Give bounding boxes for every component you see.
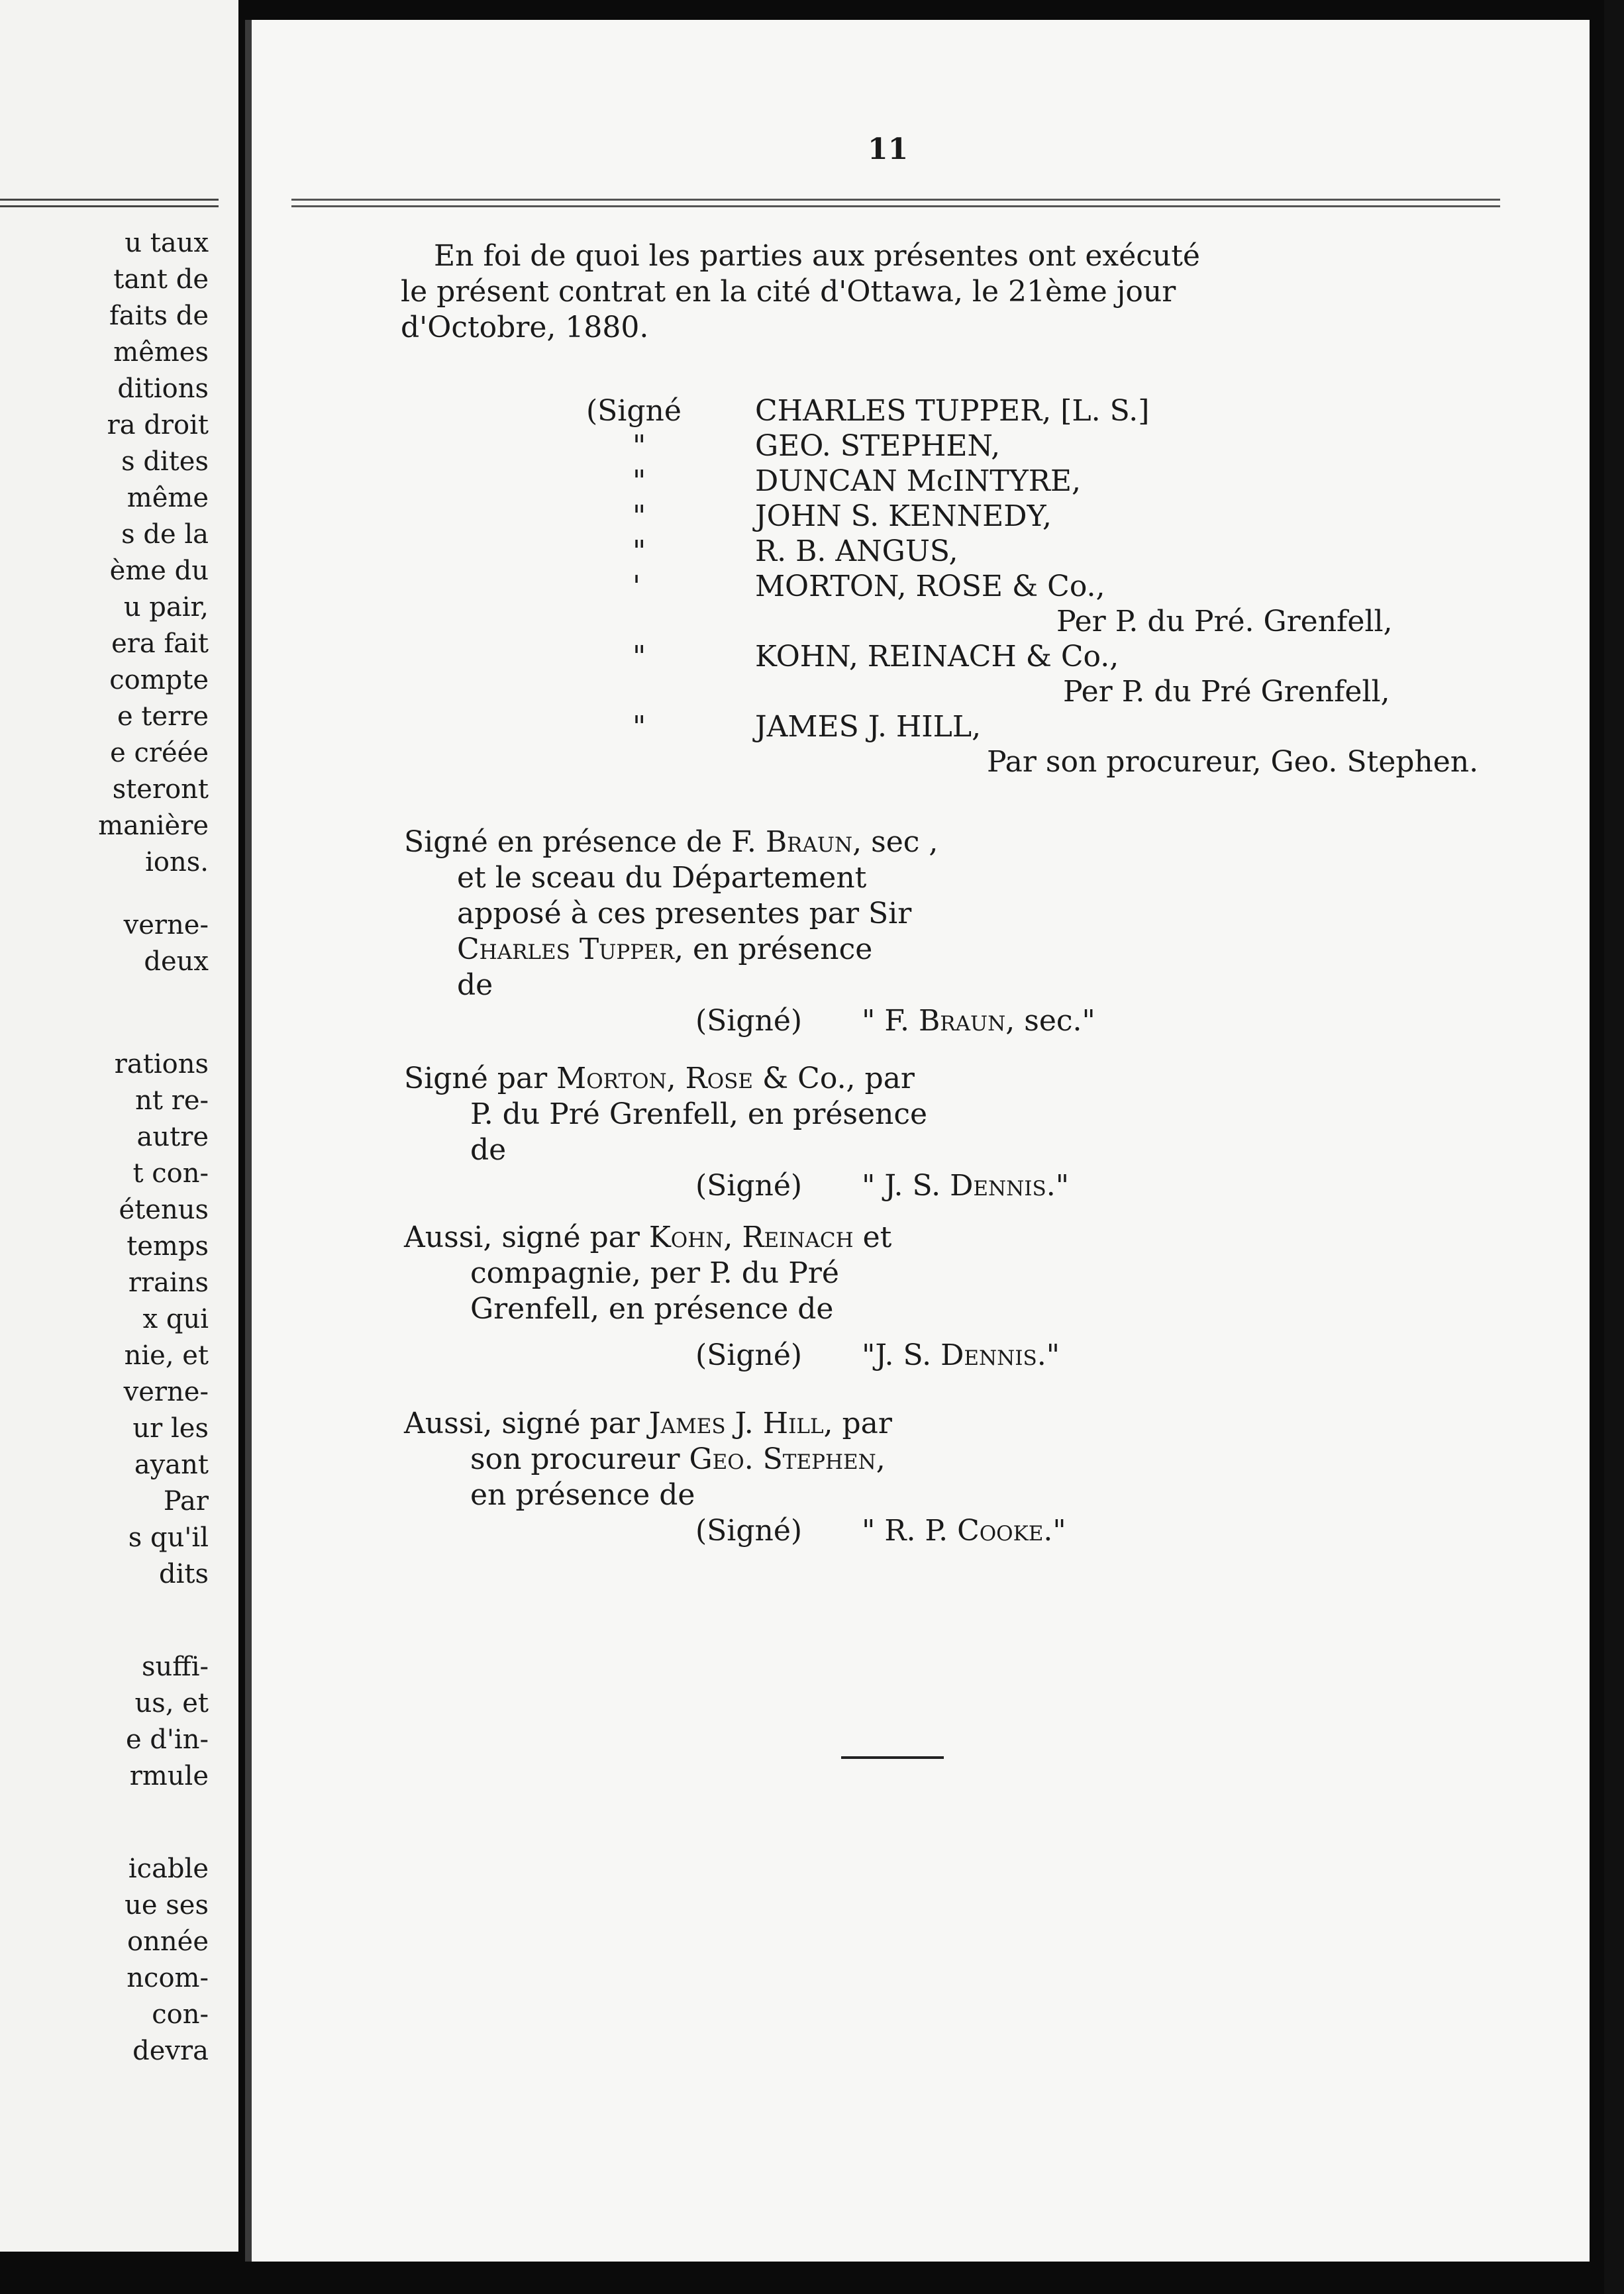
previous-page-fragment: rrains <box>128 1268 209 1298</box>
signature-line: (Signé) " R. P. Cooke." <box>695 1514 1066 1548</box>
previous-page-fragment: verne- <box>123 1377 209 1407</box>
closing-rule <box>841 1756 944 1759</box>
previous-page-fragment: mêmes <box>113 337 209 368</box>
witness-line: Grenfell, en présence de <box>470 1292 834 1326</box>
ditto-mark: (Signé <box>586 394 682 428</box>
previous-page-fragment: icable <box>128 1854 209 1884</box>
previous-page-fragment: t con- <box>132 1158 209 1189</box>
signatory-name: R. B. ANGUS, <box>755 534 958 568</box>
previous-page-fragment: temps <box>127 1231 209 1262</box>
previous-page-fragment: s de la <box>121 519 209 550</box>
witness-block-4 <box>404 1406 1066 1549</box>
signatory-name: Per P. du Pré Grenfell, <box>1063 675 1390 709</box>
scan-edge <box>1604 0 1624 2294</box>
previous-page-fragment: s qu'il <box>128 1522 209 1553</box>
previous-page-fragment: autre <box>136 1122 209 1152</box>
previous-page-fragment: e d'in- <box>125 1724 209 1755</box>
previous-page-fragment: faits de <box>109 301 209 331</box>
signatory-name: JOHN S. KENNEDY, <box>755 499 1052 533</box>
left-header-rule <box>0 199 219 201</box>
intro-line: En foi de quoi les parties aux présentes ont exécuté <box>434 239 1200 273</box>
previous-page-fragment: étenus <box>119 1195 209 1225</box>
witness-line: son procureur Geo. Stephen, <box>470 1442 886 1476</box>
page-number: 11 <box>868 132 909 166</box>
previous-page-fragment: ions. <box>145 847 209 877</box>
previous-page-fragment: rmule <box>129 1761 209 1791</box>
previous-page-fragment: nt re- <box>135 1085 209 1116</box>
previous-page-fragment: ur les <box>132 1413 209 1444</box>
previous-page-edge <box>0 0 238 2252</box>
previous-page-fragment: onnée <box>127 1926 209 1957</box>
previous-page-fragment: ème du <box>109 556 209 586</box>
signature-line: (Signé) " J. S. Dennis." <box>695 1169 1069 1203</box>
previous-page-fragment: x qui <box>142 1304 209 1334</box>
previous-page-fragment: Par <box>163 1486 209 1517</box>
witness-line: P. du Pré Grenfell, en présence <box>470 1097 928 1131</box>
intro-line: d'Octobre, 1880. <box>401 311 649 344</box>
ditto-mark: " <box>633 499 646 533</box>
witness-block-1 <box>404 824 1095 1039</box>
previous-page-fragment: con- <box>152 1999 209 2030</box>
previous-page-fragment: compte <box>109 665 209 695</box>
previous-page-fragment: era fait <box>111 628 209 659</box>
witness-line: Aussi, signé par Kohn, Reinach et <box>404 1221 892 1254</box>
witness-line: de <box>457 968 493 1002</box>
witness-line: de <box>470 1133 507 1167</box>
witness-line: en présence de <box>470 1478 695 1512</box>
witness-line: Signé en présence de F. Braun, sec , <box>404 825 939 859</box>
previous-page-fragment: rations <box>114 1049 209 1079</box>
document-page <box>245 20 1590 2262</box>
previous-page-fragment: ncom- <box>127 1963 209 1993</box>
witness-line: compagnie, per P. du Pré <box>470 1256 839 1290</box>
previous-page-fragment: s dites <box>121 446 209 477</box>
ditto-mark: " <box>633 710 646 744</box>
witness-block-2 <box>404 1061 1069 1204</box>
signatory-name: JAMES J. HILL, <box>755 710 982 744</box>
previous-page-fragment: u taux <box>125 228 209 258</box>
previous-page-fragment: ue ses <box>125 1890 209 1920</box>
signature-line: (Signé) " F. Braun, sec." <box>695 1004 1095 1038</box>
witness-line: apposé à ces presentes par Sir <box>457 897 912 930</box>
previous-page-fragment: e créée <box>110 738 209 768</box>
header-rule <box>291 205 1500 207</box>
previous-page-fragment: ra droit <box>107 410 209 440</box>
witness-line: Signé par Morton, Rose & Co., par <box>404 1062 915 1095</box>
witness-line: Aussi, signé par James J. Hill, par <box>404 1407 892 1440</box>
ditto-mark: " <box>633 429 646 463</box>
previous-page-fragment: verne- <box>123 910 209 940</box>
signatory-name: Par son procureur, Geo. Stephen. <box>987 745 1479 779</box>
header-rule <box>291 199 1500 201</box>
previous-page-fragment: même <box>127 483 209 513</box>
signatory-name: MORTON, ROSE & Co., <box>755 570 1105 603</box>
ditto-mark: " <box>633 640 646 673</box>
signatory-name: GEO. STEPHEN, <box>755 429 1001 463</box>
previous-page-fragment: manière <box>98 811 209 841</box>
left-header-rule <box>0 205 219 207</box>
previous-page-fragment: ditions <box>117 374 209 404</box>
witness-block-3 <box>404 1220 1060 1373</box>
previous-page-fragment: dits <box>159 1559 209 1589</box>
witness-line: Charles Tupper, en présence <box>457 932 873 966</box>
signatory-name: CHARLES TUPPER, [L. S.] <box>755 394 1150 428</box>
previous-page-fragment: ayant <box>134 1450 209 1480</box>
signatory-name: DUNCAN McINTYRE, <box>755 464 1081 498</box>
previous-page-fragment: nie, et <box>124 1340 209 1371</box>
ditto-mark: ' <box>633 570 641 603</box>
previous-page-fragment: e terre <box>117 701 209 732</box>
previous-page-fragment: deux <box>144 946 209 977</box>
intro-paragraph <box>401 238 1200 346</box>
ditto-mark: " <box>633 464 646 498</box>
signature-line: (Signé) "J. S. Dennis." <box>695 1338 1060 1372</box>
previous-page-fragment: us, et <box>134 1688 209 1719</box>
previous-page-fragment: steront <box>112 774 209 805</box>
signatory-name: KOHN, REINACH & Co., <box>755 640 1119 673</box>
intro-line: le présent contrat en la cité d'Ottawa, le 21ème jour <box>401 275 1176 309</box>
previous-page-fragment: u pair, <box>123 592 209 623</box>
signatory-name: Per P. du Pré. Grenfell, <box>1056 605 1393 638</box>
previous-page-fragment: suffi- <box>141 1652 209 1682</box>
previous-page-fragment: devra <box>132 2036 209 2066</box>
witness-line: et le sceau du Département <box>457 861 867 895</box>
ditto-mark: " <box>633 534 646 568</box>
previous-page-fragment: tant de <box>113 264 209 295</box>
